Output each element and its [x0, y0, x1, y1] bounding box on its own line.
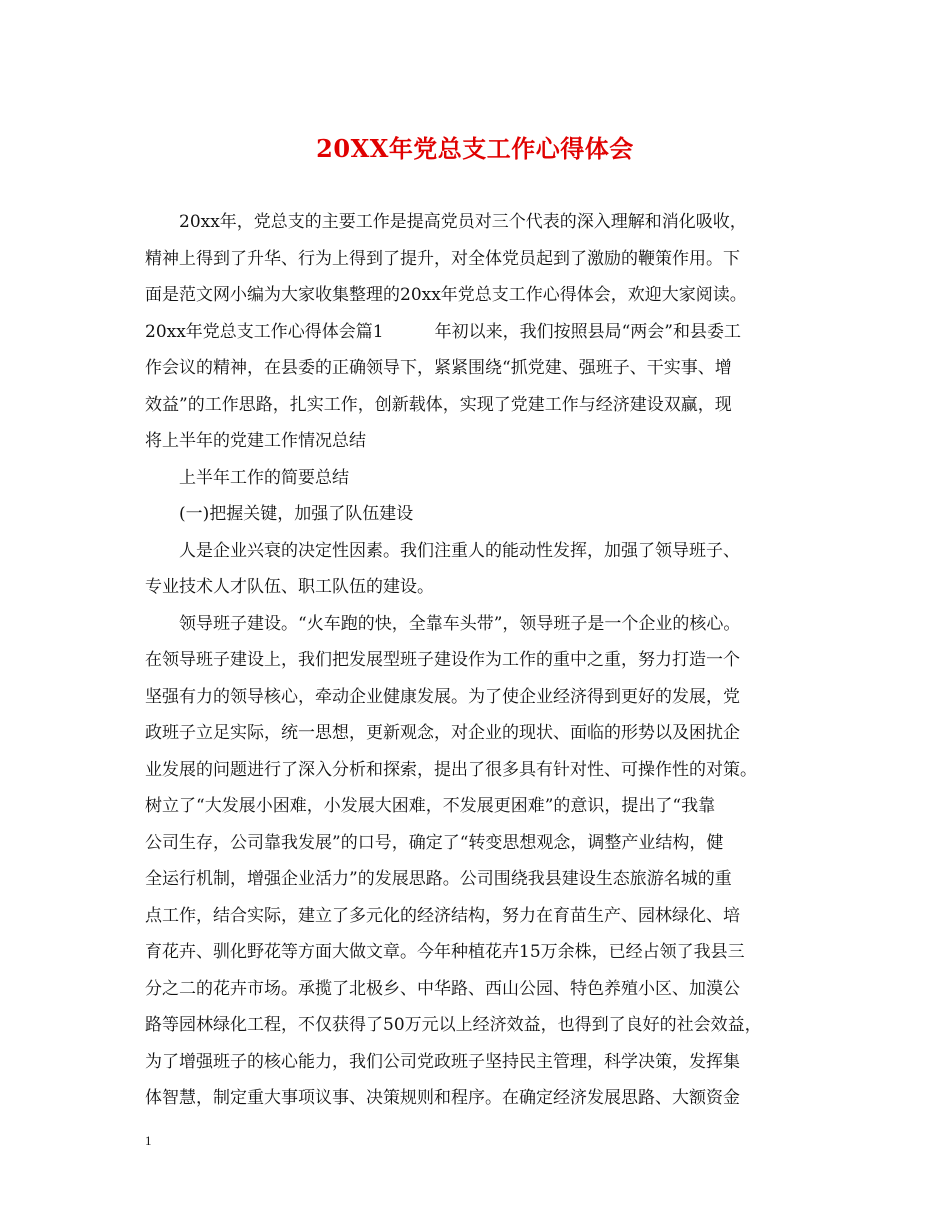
body-text-line: 20xx年，党总支的主要工作是提高党员对三个代表的深入理解和消化吸收， [145, 212, 747, 232]
body-text-line: 业发展的问题进行了深入分析和探索，提出了很多具有针对性、可操作性的对策。 [145, 759, 757, 780]
body-text-line: 作会议的精神，在县委的正确领导下，紧紧围绕“抓党建、强班子、干实事、增 [145, 358, 732, 378]
body-text-line: 为了增强班子的核心能力，我们公司党政班子坚持民主管理，科学决策，发挥集 [145, 1051, 740, 1072]
body-text-line: 面是范文网小编为大家收集整理的20xx年党总支工作心得体会，欢迎大家阅读。 [145, 285, 747, 305]
body-text-line: 20xx年党总支工作心得体会篇1 年初以来，我们按照县局“两会”和县委工 [145, 321, 742, 342]
body-text-line: 将上半年的党建工作情况总结 [145, 431, 366, 451]
body-text-line: 专业技术人才队伍、职工队伍的建设。 [145, 577, 434, 597]
body-text-line: 人是企业兴衰的决定性因素。我们注重人的能动性发挥，加强了领导班子、 [145, 540, 740, 561]
body-text-line: 体智慧，制定重大事项议事、决策规则和程序。在确定经济发展思路、大额资金 [145, 1088, 740, 1108]
body-text-line: 在领导班子建设上，我们把发展型班子建设作为工作的重中之重，努力打造一个 [145, 650, 740, 670]
body-text-line: 领导班子建设。“火车跑的快，全靠车头带”，领导班子是一个企业的核心。 [145, 613, 741, 634]
body-text-line: 育花卉、驯化野花等方面大做文章。今年种植花卉15万余株，已经占领了我县三 [145, 942, 745, 962]
body-text-line: (一)把握关键，加强了队伍建设 [145, 504, 414, 524]
body-text-line: 上半年工作的简要总结 [145, 467, 349, 488]
body-text-line: 树立了“大发展小困难，小发展大困难，不发展更困难”的意识，提出了“我靠 [145, 796, 716, 816]
page-number: 1 [145, 1133, 152, 1148]
body-text-line: 公司生存，公司靠我发展”的口号，确定了“转变思想观念，调整产业结构，健 [145, 832, 724, 853]
body-text-line: 效益”的工作思路，扎实工作，创新载体，实现了党建工作与经济建设双赢，现 [145, 394, 732, 415]
body-text-line: 分之二的花卉市场。承揽了北极乡、中华路、西山公园、特色养殖小区、加漠公 [145, 978, 740, 999]
body-text-line: 精神上得到了升华、行为上得到了提升，对全体党员起到了激励的鞭策作用。下 [145, 248, 740, 269]
document-title: 20XX年党总支工作心得体会 [316, 134, 634, 163]
body-text-line: 点工作，结合实际，建立了多元化的经济结构，努力在育苗生产、园林绿化、培 [145, 905, 740, 926]
body-text-line: 路等园林绿化工程，不仅获得了50万元以上经济效益，也得到了良好的社会效益， [145, 1015, 762, 1035]
body-text-line: 全运行机制，增强企业活力”的发展思路。公司围绕我县建设生态旅游名城的重 [145, 869, 732, 889]
body-text-line: 坚强有力的领导核心，牵动企业健康发展。为了使企业经济得到更好的发展，党 [145, 686, 740, 707]
body-text-line: 政班子立足实际，统一思想，更新观念，对企业的现状、面临的形势以及困扰企 [145, 723, 740, 743]
